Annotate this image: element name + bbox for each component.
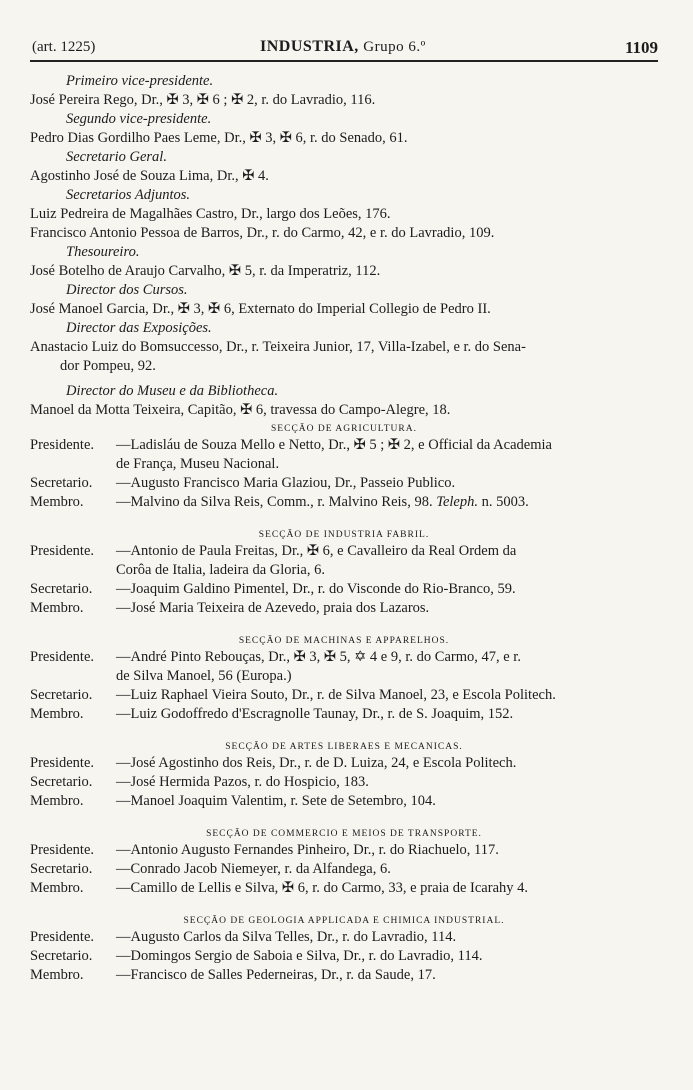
section-members [30,648,658,724]
running-title [260,38,426,56]
article-ref: (art. 1225) [32,39,96,55]
member-label: Presidente. [30,649,95,665]
member-continuation: de França, Museu Nacional. [116,456,280,472]
section-title: SECÇÃO DE MACHINAS E APPARELHOS. [238,636,450,646]
section-title: SECÇÃO DE AGRICULTURA. [271,424,417,434]
member-label: Presidente. [30,543,95,559]
member-text: —André Pinto Rebouças, Dr., ✠ 3, ✠ 5, ✡ 4 e 9, r. do Carmo, 47, e r. [116,649,521,665]
member-continuation: Corôa de Italia, ladeira da Gloria, 6. [116,562,325,578]
section-members [30,928,658,985]
member-entry [114,493,658,512]
page-number: 1109 [624,38,658,57]
officer-entry: José Manoel Garcia, Dr., ✠ 3, ✠ 6, Externato do Imperial Collegio de Pedro II. [30,301,491,317]
telephone-number: n. 5003. [481,494,529,510]
section-title: SECÇÃO DE COMMERCIO E MEIOS DE TRANSPORTE. [206,829,482,839]
member-text: —Augusto Carlos da Silva Telles, Dr., r. do Lavradio, 114. [116,929,457,945]
member-label: Secretario. [30,774,93,790]
role-heading: Director das Exposições. [66,320,212,336]
title-text: INDUSTRIA, [260,38,359,55]
member-label: Secretario. [30,948,93,964]
role-heading: Thesoureiro. [66,244,140,260]
member-text: —José Agostinho dos Reis, Dr., r. de D. Luiza, 24, e Escola Politech. [116,755,517,771]
officer-entry: Manoel da Motta Teixeira, Capitão, ✠ 6, travessa do Campo-Alegre, 18. [30,402,451,418]
member-text: —Malvino da Silva Reis, Comm., r. Malvino Reis, 98. [116,494,433,510]
role-heading: Segundo vice-presidente. [66,111,212,127]
role-heading: Primeiro vice-presidente. [66,73,214,89]
content [30,72,658,985]
member-label: Membro. [30,967,84,983]
member-label: Membro. [30,880,84,896]
member-text: —José Maria Teixeira de Azevedo, praia dos Lazaros. [116,600,430,616]
member-text: —Domingos Sergio de Saboia e Silva, Dr., r. do Lavradio, 114. [116,948,483,964]
section-title: SECÇÃO DE ARTES LIBERAES E MECANICAS. [225,742,463,752]
role-heading: Director dos Cursos. [66,282,188,298]
member-text: —Joaquim Galdino Pimentel, Dr., r. do Visconde do Rio-Branco, 59. [116,581,516,597]
member-text: —Luiz Godoffredo d'Escragnolle Taunay, Dr., r. de S. Joaquim, 152. [116,706,514,722]
group-text: Grupo 6.º [363,39,426,55]
officer-entry: Pedro Dias Gordilho Paes Leme, Dr., ✠ 3, ✠ 6, r. do Senado, 61. [30,130,408,146]
role-heading: Secretarios Adjuntos. [66,187,191,203]
section-members [30,841,658,898]
role-heading: Secretario Geral. [66,149,167,165]
section-members [30,542,658,618]
member-label: Membro. [30,494,84,510]
member-text: —Antonio Augusto Fernandes Pinheiro, Dr., r. do Riachuelo, 117. [116,842,499,858]
section-title: SECÇÃO DE INDUSTRIA FABRIL. [258,530,430,540]
member-label: Presidente. [30,842,95,858]
officer-entry-continuation: dor Pompeu, 92. [60,358,156,374]
member-label: Presidente. [30,755,95,771]
section-members [30,754,658,811]
member-text: —Camillo de Lellis e Silva, ✠ 6, r. do Carmo, 33, e praia de Icarahy 4. [116,880,529,896]
member-text: —Augusto Francisco Maria Glaziou, Dr., Passeio Publico. [116,475,456,491]
member-label: Secretario. [30,687,93,703]
member-text: —Ladisláu de Souza Mello e Netto, Dr., ✠ 5 ; ✠ 2, e Official da Academia [116,437,552,453]
member-text: —Antonio de Paula Freitas, Dr., ✠ 6, e Cavalleiro da Real Ordem da [116,543,517,559]
telephone-label: Teleph. [436,494,478,510]
member-label: Membro. [30,706,84,722]
officer-entry: José Pereira Rego, Dr., ✠ 3, ✠ 6 ; ✠ 2, r. do Lavradio, 116. [30,92,376,108]
officer-entry: Agostinho José de Souza Lima, Dr., ✠ 4. [30,168,269,184]
page [30,30,658,985]
member-text: —Luiz Raphael Vieira Souto, Dr., r. de Silva Manoel, 23, e Escola Politech. [116,687,556,703]
officer-entry: Francisco Antonio Pessoa de Barros, Dr., r. do Carmo, 42, e r. do Lavradio, 109. [30,225,495,241]
role-heading: Director do Museu e da Bibliotheca. [66,383,279,399]
officer-entry: José Botelho de Araujo Carvalho, ✠ 5, r. da Imperatriz, 112. [30,263,381,279]
page-header [30,30,658,62]
officer-entry: Luiz Pedreira de Magalhães Castro, Dr., largo dos Leões, 176. [30,206,391,222]
member-text: —José Hermida Pazos, r. do Hospicio, 183. [116,774,369,790]
member-text: —Conrado Jacob Niemeyer, r. da Alfandega, 6. [116,861,391,877]
member-label: Secretario. [30,475,93,491]
member-continuation: de Silva Manoel, 56 (Europa.) [116,668,292,684]
member-label: Presidente. [30,437,95,453]
member-label: Secretario. [30,581,93,597]
section-title: SECÇÃO DE GEOLOGIA APPLICADA E CHIMICA INDUSTRIAL. [183,916,505,926]
officer-entry: Anastacio Luiz do Bomsuccesso, Dr., r. Teixeira Junior, 17, Villa-Izabel, e r. do Sena- [30,339,526,355]
member-label: Presidente. [30,929,95,945]
member-label: Membro. [30,600,84,616]
member-label: Membro. [30,793,84,809]
member-text: —Francisco de Salles Pederneiras, Dr., r. da Saude, 17. [116,967,436,983]
member-label: Secretario. [30,861,93,877]
member-text: —Manoel Joaquim Valentim, r. Sete de Setembro, 104. [116,793,436,809]
section-members [30,436,658,512]
